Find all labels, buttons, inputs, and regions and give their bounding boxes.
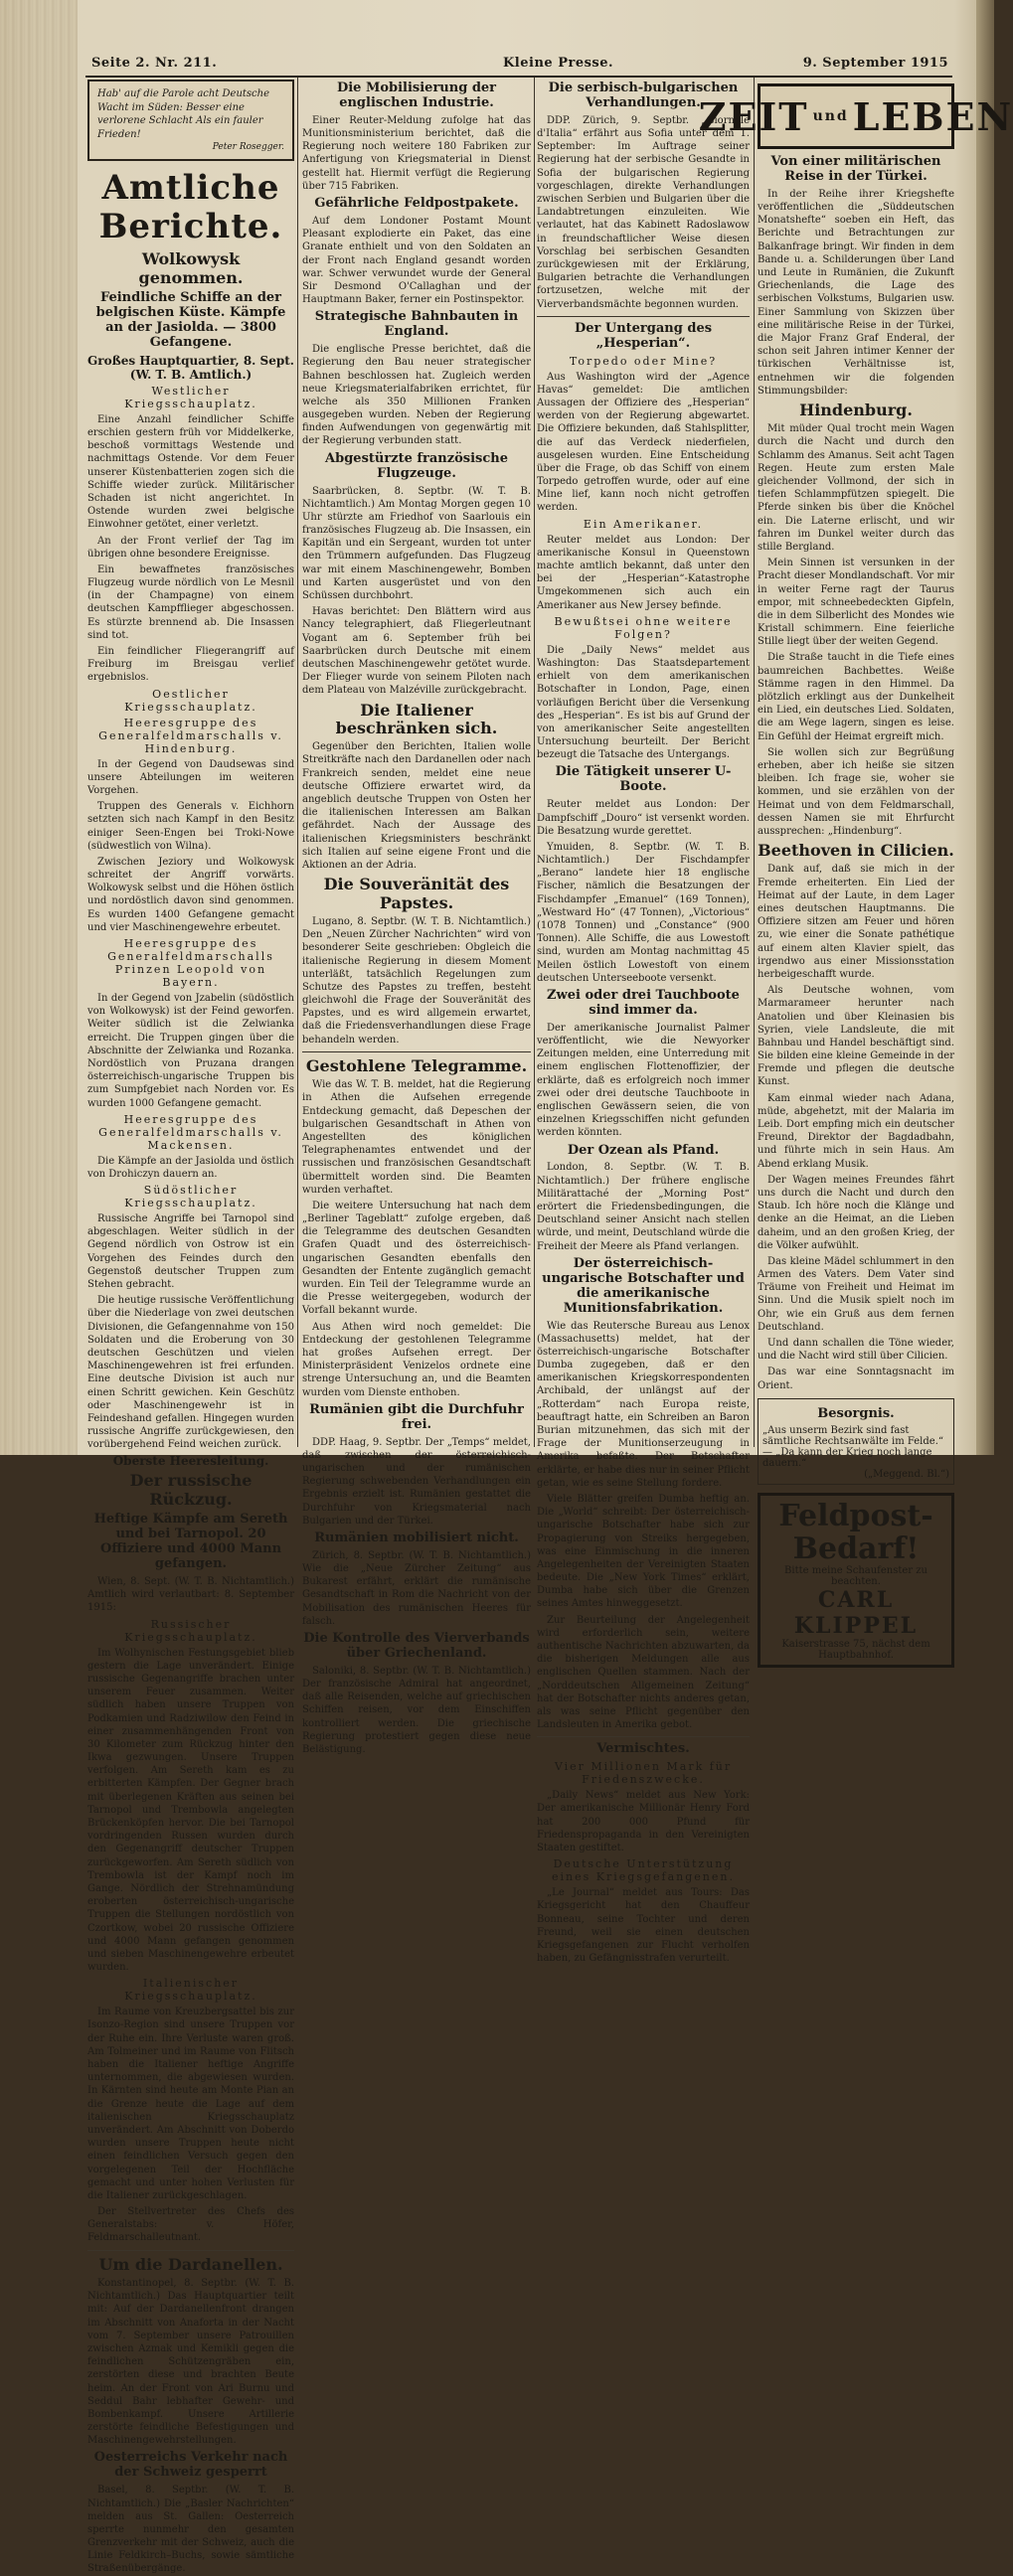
subhead: Deutsche Unterstützung eines Kriegsgefangenen.: [552, 1857, 735, 1884]
dateline: Großes Hauptquartier, 8. Sept. (W. T. B. Amtlich.): [87, 353, 294, 382]
divider: [537, 1736, 750, 1737]
article-paragraph: Eine Anzahl feindlicher Schiffe erschien gestern früh vor Middelkerke, beschoß vormittags Westende und nachmittags Ostende. Vor dem Feuer unserer Küstenbatterien zogen sich die Schiffe wieder zurück. Militärischer Schaden ist nicht angerichtet. In Ostende wurden zwei belgische Einwohner getötet, einer verletzt.: [87, 413, 294, 531]
motto-box: [87, 80, 294, 161]
advertisement: [758, 1493, 954, 1668]
headline: Gestohlene Telegramme.: [305, 1055, 528, 1075]
logo-word: LEBEN: [852, 93, 1013, 139]
dateline: Wien, 8. Sept. (W. T. B. Nichtamtlich.) Amtlich wird verlautbart: 8. September 1915:: [87, 1576, 294, 1614]
column-1: [87, 78, 294, 2575]
article-paragraph: DDP. Zürich, 9. Septbr. „Giornale d'Italia“ erfährt aus Sofia unter dem 1. September: Im Auftrage seiner Regierung hat der serbische Gesandte in Sofia der bulgarischen Regierung vorgeschlagen, direkte Verhandlungen zwischen Serbien und Bulgarien über die Landabtretungen einzuleiten. Wie verlautet, hat das Kabinett Radoslawow in freundschaftlicher Weise diesen Vorschlag bei serbischen Gesandten zurückgewiesen mit der Erklärung, Bulgarien betrachte die Verhandlungen fortzusetzen, welche mit der Vierverbandsmächte begonnen wurden.: [537, 114, 750, 310]
subhead: Heeresgruppe des Generalfeldmarschalls v. Mackensen.: [98, 1112, 283, 1152]
article-paragraph: Die englische Presse berichtet, daß die Regierung den Bau neuer strategischer Bahnen beschlossen hat. Zugleich werden neue Kriegsmaterialfabriken errichtet, für welche als 350 Millionen Franken ausgegeben wurden. Neben der Regierung finden Aufwendungen von gegenwärtig mit der Regierung verbunden statt.: [302, 344, 531, 447]
article-paragraph: Kam einmal wieder nach Adana, müde, abgehetzt, mit der Malaria im Leib. Dort empfing mich ein deutscher Freund, Direktor der Bagdadbahn, und führte mich in sein Haus. Am Abend erklang Musik.: [758, 1092, 954, 1170]
headline: Gefährliche Feldpostpakete.: [314, 196, 519, 211]
column-rule: [754, 78, 755, 1447]
issue-date: 9. September 1915: [802, 56, 948, 71]
headline: Die Mobilisierung der englischen Industrie.: [336, 80, 497, 110]
article-paragraph: Sie wollen sich zur Begrüßung erheben, aber ich heiße sie sitzen bleiben. Ich frage sie, woher sie kommen, und sie erzählen von der Heimat und von dem Feldmarschall, dessen Namen sie mit Ehrfurcht aussprechen: „Hindenburg“.: [758, 746, 954, 837]
article-paragraph: „Le Journal“ meldet aus Tours: Das Kriegsgericht hat den Chauffeur Bonneau, seine Tochter und deren Freund, weil sie einen deutschen Kriegsgefangenen zur Flucht verholfen haben, zu Gefängnisstrafen verurteilt.: [537, 1887, 750, 1965]
article-paragraph: Der amerikanische Journalist Palmer veröffentlicht, wie die Newyorker Zeitungen melden, eine Unterredung mit einem englischen Flottenoffizier, der erklärte, daß es erfolgreich noch immer zwei oder drei deutsche Tauchboote in englischen Gewässern seien, die von einzelnen Kriegsschiffen nicht gefunden werden könnten.: [537, 1022, 750, 1139]
page-number: Seite 2. Nr. 211.: [91, 56, 218, 71]
article-paragraph: Als Deutsche wohnen, vom Marmarameer herunter nach Anatolien und über Kleinasien bis Syrien, viele Landsleute, die mit Bahnbau und Handel beschäftigt sind. Sie bilden eine kleine Gemeinde in der Fremde und pflegen die deutsche Kunst.: [758, 985, 954, 1088]
article-paragraph: Reuter meldet aus London: Der Dampfschiff „Douro“ ist versenkt worden. Die Besatzung wurde gerettet.: [537, 799, 750, 837]
headline: Hindenburg.: [799, 400, 913, 419]
ad-note: Bitte meine Schaufenster zu beachten.: [784, 1564, 928, 1587]
article-paragraph: In der Gegend von Jzabelin (südöstlich von Wolkowysk) ist der Feind geworfen. Weiter südlich ist die Zelwianka erreicht. Die Truppen gingen über die Abschnitte der Zelwianka und Rozanka. Nordöstlich von Pruzana drangen österreichisch-ungarische Truppen bis zum Sumpfgebiet nach Norden vor. Es wurden 1000 Gefangene gemacht.: [87, 993, 294, 1109]
article-paragraph: Das kleine Mädel schlummert in den Armen des Vaters. Dem Vater sind Träume von Freiheit und Heimat im Sinn. Und die Musik spielt noch im Ohr, wie ein Gruß aus dem fernen Deutschland.: [758, 1255, 954, 1333]
article-paragraph: Aus Athen wird noch gemeldet: Die Entdeckung der gestohlenen Telegramme hat großes Aufsehen erregt. Der Ministerpräsident Venizelos ordnete eine strenge Untersuchung an, und die Beamten wurden vom Dienste enthoben.: [302, 1321, 531, 1398]
article-paragraph: Lugano, 8. Septbr. (W. T. B. Nichtamtlich.) Den „Neuen Zürcher Nachrichten“ wird von besonderer Seite geschrieben: Obgleich die italienische Regierung in diesem Moment unterläßt, tatsächlich Regelungen zum Schutze des Papstes zu treffen, besteht gleichwohl die Frage der Souveränität des Papstes, und es wird allgemein erwartet, daß die Friedensverhandlungen diese Frage behandeln werden.: [302, 915, 531, 1046]
article-paragraph: Ein feindlicher Fliegerangriff auf Freiburg im Breisgau verlief ergebnislos.: [87, 646, 294, 684]
article-paragraph: Russische Angriffe bei Tarnopol sind abgeschlagen. Weiter südlich in der Gegend nördlich von Ostrow ist ein Vorgehen des Feindes durch den Gegenstoß deutscher Truppen zum Stehen gebracht.: [87, 1213, 294, 1291]
subhead: Russischer Kriegsschauplatz.: [124, 1617, 257, 1644]
article-paragraph: Reuter meldet aus London: Der amerikanische Konsul in Queenstown machte amtlich bekannt, daß unter den bei der „Hesperian“-Katastrophe Umgekommenen sich auch ein Amerikaner aus New Jersey befinde.: [537, 534, 750, 611]
headline: Wolkowysk genommen.: [138, 249, 244, 287]
article-paragraph: In der Gegend von Daudsewas sind unsere Abteilungen im weiteren Vorgehen.: [87, 758, 294, 796]
ad-brand: CARL KLIPPEL: [793, 1586, 919, 1639]
subhead: Ein Amerikaner.: [583, 517, 704, 531]
page-header: [85, 54, 952, 78]
subhead: Bewußtsei ohne weitere Folgen?: [554, 614, 733, 641]
divider: [302, 1051, 531, 1052]
article-paragraph: Gegenüber den Berichten, Italien wolle Streitkräfte nach den Dardanellen oder nach Frankreich senden, meldet eine neue deutsche Offiziere erwartet wird, da angeblich deutsche Truppen von Osten her die italienischen Interessen am Balkan gefährdet. Nach der Aussage des italienischen Kriegsministers beschränkt sich Italien auf seine eigene Front und die Aktionen an der Adria.: [302, 741, 531, 871]
article-paragraph: Ein bewaffnetes französisches Flugzeug wurde nördlich von Le Mesnil (in der Champagne) von einem deutschen Kampfflieger abgeschossen. Es stürzte brennend ab. Die Insassen sind tot.: [87, 564, 294, 641]
signature: Der Stellvertreter des Chefs des Generalstabs: v. Höfer, Feldmarschalleutnant.: [87, 2206, 294, 2244]
page-binding-edge: [0, 0, 78, 1455]
headline: Die serbisch-bulgarischen Verhandlungen.: [548, 80, 739, 110]
headline: Die Tätigkeit unserer U-Boote.: [555, 764, 732, 795]
article-paragraph: Saarbrücken, 8. Septbr. (W. T. B. Nichtamtlich.) Am Montag Morgen gegen 10 Uhr stürzte am Friedhof von Saarlouis ein französisches Flugzeug ab. Die Insassen, ein Kapitän und ein Sergeant, wurden tot unter den Trümmern aufgefunden. Das Flugzeug war mit einem Maschinengewehr, Bomben und Karten ausgerüstet und von den Schüssen durchbohrt.: [302, 485, 531, 601]
article-paragraph: Auf dem Londoner Postamt Mount Pleasant explodierte ein Paket, das eine Granate enthielt und von den Soldaten an der Front nach England gesandt worden war. Schwer verwundet wurde der General Sir Desmond O'Callaghan und der Hauptmann Baker, ferner ein Postinspektor.: [302, 215, 531, 306]
article-paragraph: Die Kämpfe an der Jasiolda und östlich von Drohiczyn dauern an.: [87, 1155, 294, 1180]
headline: Der österreichisch-ungarische Botschafter und die amerikanische Munitionsfabrikation.: [542, 1255, 745, 1316]
article-paragraph: Aus Washington wird der „Agence Havas“ gemeldet: Die amtlichen Aussagen der Offiziere des „Hesperian“ werden von der Regierung abgewartet. Die Offiziere bekunden, daß Stahlsplitter, die auf das Verdeck niederfielen, ausgelesen wurden. Eine Entscheidung über die Frage, ob das Schiff von einem Torpedo getroffen wurde, oder auf eine Mine lief, kann noch nicht getroffen werden.: [537, 371, 750, 514]
article-paragraph: Die Straße taucht in die Tiefe eines baumreichen Bachbettes. Weiße Stämme ragen in den Himmel. Da plötzlich erklingt aus der Dunkelheit ein Lied, ein deutsches Lied. Soldaten, die am Wege lagern, singen es leise. Ein Gefühl der Heimat ergreift mich.: [758, 652, 954, 742]
subhead: Südöstlicher Kriegsschauplatz.: [124, 1184, 257, 1210]
page-right-edge: [976, 0, 994, 1455]
headline: Abgestürzte französische Flugzeuge.: [325, 450, 508, 481]
section-title-official-reports: Amtliche Berichte.: [98, 168, 283, 247]
headline: Der russische Rückzug.: [129, 1471, 253, 1509]
joke-title: Besorgnis.: [817, 1405, 895, 1421]
headline: Zwei oder drei Tauchboote sind immer da.: [547, 987, 740, 1018]
subhead: Oestlicher Kriegsschauplatz.: [124, 687, 257, 714]
ad-headline: Feldpost-Bedarf!: [778, 1498, 933, 1566]
column-2: [302, 78, 531, 1755]
headline: Der Untergang des „Hesperian“.: [574, 320, 713, 351]
article-paragraph: An der Front verlief der Tag im übrigen ohne besondere Ereignisse.: [87, 535, 294, 560]
article-paragraph: Die „Daily News“ meldet aus Washington: Das Staatsdepartement erhielt von dem amerikanischen Botschafter in London, Page, einen vorläufigen Bericht über die Versenkung des „Hesperian“. Es ist bis auf Grund der von amerikanischer Seite angestellten Untersuchung beurteilt. Der Bericht bezeugt die Tatsache des Untergangs.: [537, 644, 750, 761]
article-paragraph: Zwischen Jeziory und Wolkowysk schreitet der Angriff vorwärts. Wolkowysk selbst und die Höhen östlich und nordöstlich davon sind genommen. Es wurden 1400 Gefangene gemacht und vier Maschinengewehre erbeutet.: [87, 856, 294, 933]
subhead: Heeresgruppe des Generalfeldmarschalls v. Hindenburg.: [98, 716, 283, 755]
joke-text: „Aus unserm Bezirk sind fast sämtliche Rechtsanwälte im Felde.“ — „Da kann der Krieg noch lange dauern.“: [762, 1424, 943, 1469]
subhead: Westlicher Kriegsschauplatz.: [124, 384, 257, 410]
subhead: Vier Millionen Mark für Friedenszwecke.: [554, 1760, 733, 1787]
article-paragraph: Mit müder Qual trocht mein Wagen durch die Nacht und durch den Schlamm des Amanus. Seit acht Tagen Regen. Heute zum ersten Male gleichender Vollmond, der sich in tiefen Schlammpfützen spiegelt. Die Pferde sinken bis über die Knöchel ein. Die Laterne erlischt, und wir fahren im Dunkel weiter durch das stille Bergland.: [758, 423, 954, 553]
article-paragraph: Truppen des Generals v. Eichhorn setzten sich nach Kampf in den Besitz einiger Seen-Engen bei Troki-Nowe (südwestlich von Wilna).: [87, 801, 294, 852]
headline: Rumänien mobilisiert nicht.: [314, 1530, 519, 1545]
article-paragraph: Viele Blätter greifen Dumba heftig an. Die „World“ schreibt: Der österreichisch-ungarische Botschafter habe sich zur Propagierung von Streiks hergegeben, was eine Einmischung in die inneren Angelegenheiten der Vereinigten Staaten bedeute. Die „New York Times“ erklärt, Dumba habe sich über die Grenzen seines Amtes hinweggesetzt.: [537, 1493, 750, 1610]
column-rule: [534, 78, 535, 1447]
joke-source: („Meggend. Bl.“): [864, 1468, 949, 1480]
article-paragraph: Basel, 8. Septbr. (W. T. B. Nichtamtlich.) Die „Basler Nachrichten“ melden aus St. Gallen: Oesterreich sperrte nunmehr den gesamten Grenzverkehr mit der Schweiz, auch die Linie Feldkirch–Buchs, sowie sämtliche Straßenübergänge.: [87, 2485, 294, 2575]
ad-address: Kaiserstrasse 75, nächst dem Hauptbahnhof.: [781, 1638, 930, 1661]
column-4: [698, 78, 1013, 1661]
headline: Heftige Kämpfe am Sereth und bei Tarnopol. 20 Offiziere und 4000 Mann gefangen.: [93, 1512, 288, 1572]
motto-text: Hab' auf die Parole acht Deutsche Wacht im Süden: Besser eine verlorene Schlacht Als ein fauler Frieden!: [97, 88, 270, 140]
headline: Rumänien gibt die Durchfuhr frei.: [309, 1401, 524, 1432]
article-paragraph: Zur Beurteilung der Angelegenheit wird erforderlich sein, weitere authentische Nachrichten abzuwarten, da die bisherigen Meldungen alle aus englischen Quellen stammen. Nach der „Norddeutschen Allgemeinen Zeitung“ hat der Botschafter nichts anderes getan, als was seine Pflicht gegenüber den Landsleuten in Amerika gebot.: [537, 1614, 750, 1731]
subhead: Italienischer Kriegsschauplatz.: [124, 1977, 257, 2004]
article-paragraph: „Daily News“ meldet aus New York: Der amerikanische Millionär Henry Ford hat 200 000 Pfund für Friedenspropaganda in den Vereinigten Staaten gestiftet.: [537, 1790, 750, 1853]
subhead: Torpedo oder Mine?: [569, 354, 718, 368]
article-paragraph: Und dann schallen die Töne wieder, und die Nacht wird still über Cilicien.: [758, 1338, 954, 1363]
logo-word: und: [812, 108, 849, 124]
newspaper-name: Kleine Presse.: [503, 56, 614, 71]
column-rule: [297, 78, 298, 1447]
headline: Die Italiener beschränken sich.: [335, 700, 498, 737]
article-paragraph: Ymuiden, 8. Septbr. (W. T. B. Nichtamtlich.) Der Fischdampfer „Berano“ landete hier 18 englische Fischer, nämlich die Besatzungen der Fischdampfer „Emanuel“ (169 Tonnen), „Westward Ho“ (47 Tonnen), „Victorious“ (1078 Tonnen) und „Constance“ (900 Tonnen). Alle Schiffe, die aus Lowestoft sind, wurden am Montag nachmittag 45 Meilen östlich Lowestoft von einem deutschen Unterseeboote versenkt.: [537, 841, 750, 984]
article-paragraph: Havas berichtet: Den Blättern wird aus Nancy telegraphiert, daß Fliegerleutnant Vogant am 6. September früh bei Saarbrücken durch Deutsche mit einem deutschen Maschinengewehr getötet wurde. Der Flieger wurde von seinem Piloten nach dem Plateau von Malzéville zurückgebracht.: [302, 606, 531, 697]
article-paragraph: Einer Reuter-Meldung zufolge hat das Munitionsministerium berichtet, daß die Regierung noch weitere 180 Fabriken zur Anfertigung von Kriegsmaterial in Dienst gestellt hat. Hiermit verfügt die Regierung über 715 Fabriken.: [302, 114, 531, 192]
headline: Um die Dardanellen.: [98, 2254, 283, 2274]
headline: Strategische Bahnbauten in England.: [314, 309, 519, 340]
motto-author: Peter Rosegger.: [212, 142, 284, 152]
article-paragraph: Die heutige russische Veröffentlichung über die Niederlage von zwei deutschen Divisionen, die Gefangennahme von 150 Soldaten und die Eroberung von 30 deutschen Geschützen und vielen Maschinengewehren ist frei erfunden. Eine deutsche Division ist auch nur einen Schritt gewichen. Kein Geschütz oder Maschinengewehr ist in Feindeshand gefallen. Hingegen wurden russische Angriffe zurückgewiesen, den vorübergehend Feind weichen zurück.: [87, 1295, 294, 1451]
article-paragraph: Wie das W. T. B. meldet, hat die Regierung in Athen die Aufsehen erregende Entdeckung gemacht, daß Depeschen der bulgarischen Gesandtschaft in Athen von Angestellten des königlichen Telegraphenamtes entwendet und der russischen und französischen Gesandtschaft übermittelt worden sind. Die Beamten wurden verhaftet.: [302, 1079, 531, 1196]
subhead: Heeresgruppe des Generalfeldmarschalls Prinzen Leopold von Bayern.: [107, 937, 274, 990]
headline: Oesterreichs Verkehr nach der Schweiz gesperrt: [93, 2450, 288, 2481]
feuilleton-title: Von einer militärischen Reise in der Türkei.: [770, 154, 941, 184]
headline: Die Kontrolle des Vierverbands über Griechenland.: [303, 1630, 530, 1661]
article-paragraph: Saloniki, 8. Septbr. (W. T. B. Nichtamtlich.) Der französische Admiral hat angeordnet, daß alle Reisenden, welche auf griechischen Schiffen reisen, vor dem Einschiffen kontrolliert werden. Die griechische Regierung protestiert gegen diese neue Belästigung.: [302, 1665, 531, 1755]
headline: Die Souveränität des Papstes.: [323, 875, 510, 912]
article-paragraph: Die weitere Untersuchung hat nach dem „Berliner Tageblatt“ zufolge ergeben, daß die Telegramme des deutschen Gesandten Grafen Quadt und des österreichisch-ungarischen Gesandten ebenfalls den Gesandten der Entente zugänglich gemacht wurden. Ein Teil der Telegramme wurde an die Presse weitergegeben, wodurch der Vorfall bekannt wurde.: [302, 1200, 531, 1317]
joke-box: [758, 1398, 954, 1485]
divider: [87, 2250, 294, 2251]
article-paragraph: Im Wolhynischen Festungsgebiet blieb gestern die Lage unverändert. Einige russische Gegenangriffe brachen unter unserem Feuer zusammen. Weiter südlich haben unsere Truppen von Podkamien und Radziwilow den Feind in einer zusammenhängenden Front von 30 Kilometer zum Rückzug hinter den Ikwa gezwungen. Unsere Truppen verfolgen. Am Sereth kam es zu erbitterten Kämpfen. Der Gegner brach mit überlegenen Kräften aus seinen bei Tarnopol und Trembowla angelegten Brückenköpfen hervor. Die bei Tarnopol vordringenden Russen wurden durch den Gegenangriff deutscher Truppen zurückgeworfen. Am Sereth südlich von Trembowla ist der Kampf noch im Gange. Nördlich der Strehnamündung eroberten österreichisch-ungarische Truppen die Stellungen nordöstlich von Czortkow, wobei 20 russische Offiziere und 4000 Mann gefangen genommen und sieben Maschinengewehre erbeutet wurden.: [87, 1647, 294, 1974]
article-paragraph: Das war eine Sonntagsnacht im Orient.: [758, 1367, 954, 1391]
logo-word: ZEIT: [698, 93, 809, 139]
headline: Feindliche Schiffe an der belgischen Küste. Kämpfe an der Jasiolda. — 3800 Gefangene.: [95, 290, 286, 350]
article-paragraph: Wie das Reutersche Bureau aus Lenox (Massachusetts) meldet, hat der österreichisch-ungarische Botschafter Dumba zugegeben, daß er den amerikanischen Kriegskorrespondenten Archibald, der unlängst auf der „Rotterdam“ nach Europa reiste, beauftragt hatte, ein Schreiben an Baron Burian mitzunehmen, das sich mit der Frage der Munitionserzeugung in Amerika befaßte. Der Botschafter erklärte, er habe dies nur in seiner Pflicht getan, wie es seine Stellung fordere.: [537, 1320, 750, 1489]
headline: Der Ozean als Pfand.: [567, 1142, 720, 1158]
headline: Beethoven in Cilicien.: [758, 841, 954, 861]
signature: Oberste Heeresleitung.: [112, 1454, 269, 1469]
article-paragraph: London, 8. Septbr. (W. T. B. Nichtamtlich.) Der frühere englische Militärattaché der „Morning Post“ erörtert die Friedensbedingungen, die Deutschland seiner Ansicht nach stellen würde, und meint, Deutschland würde die Freiheit der Meere als Pfand verlangen.: [537, 1162, 750, 1252]
divider: [537, 316, 750, 317]
article-paragraph: Mein Sinnen ist versunken in der Pracht dieser Mondlandschaft. Vor mir in weiter Ferne ragt der Taurus empor, mit schneebedeckten Gipfeln, die in dem Silberlicht des Mondes wie Kristall schimmern. Eine feierliche Stille liegt über der weiten Gegend.: [758, 558, 954, 648]
column-3: [537, 78, 750, 1965]
article-paragraph: Im Raume von Kreuzbergsattel bis zur Isonzo-Region sind unsere Truppen vor der Ruhe ein. Ihre Verluste waren groß. Am Tolmeiner und im Raume von Flitsch haben die Italiener heftige Angriffe unternommen, die abgewiesen wurden. In Kärnten sind heute am Monte Pian an die Grenze heute die Lage auf dem italienischen Kriegsschauplatz unverändert. Am Abschnitt von Doberdo wurden unsere Truppen heute nicht einen feindlichen Versuch gegen den vorgelegenen Teil der Hochfläche gemacht und unter hohen Verlusten für die Italiener zurückgeschlagen.: [87, 2007, 294, 2201]
article-paragraph: DDP. Haag, 9. Septbr. Der „Temps“ meldet, daß zwischen der österreichisch-ungarischen und der rumänischen Regierung schwebenden Verhandlungen ein Ergebnis erzielt ist. Rumänien gestattet die Durchfuhr von Kriegsmaterial nach Bulgarien und der Türkei.: [302, 1436, 531, 1527]
zeit-und-leben-logo: [698, 83, 1013, 149]
article-paragraph: Dank auf, daß sie mich in der Fremde erheiterten. Ein Lied der Heimat auf der Laute, in dem Lager eines deutschen Hauptmanns. Die Offiziere sitzen am Feuer und hören zu, wie einer die Sonate pathétique auf einem alten Klavier spielt, das irgendwo aus einer Missionsstation herbeigeschafft wurde.: [758, 864, 954, 980]
article-paragraph: Der Wagen meines Freundes fährt uns durch die Nacht und durch den Staub. Ich höre noch die Klänge und denke an die Heimat, an die Lieben daheim, und an den großen Krieg, der die Völker aufwühlt.: [758, 1174, 954, 1251]
article-paragraph: Konstantinopel, 8. Septbr. (W. T. B. Nichtamtlich.) Das Hauptquartier teilt mit: Auf der Dardanellenfront drangen im Abschnitt von Anaforta in der Nacht vom 7. September unsere Patrouillen zwischen Azmak und Kemikli gegen die feindlichen Schützengräben ein, zerstörten diese und brachten Beute heim. An der Front von Ari Burnu und Seddul Bahr lebhafter Gewehr- und Bombenkampf. Unsere Artillerie zerstörte feindliche Befestigungen und Maschinengewehrstellungen.: [87, 2278, 294, 2447]
article-paragraph: In der Reihe ihrer Kriegshefte veröffentlichen die „Süddeutschen Monatshefte“ soeben ein Heft, das Berichte und Betrachtungen zur Balkanfrage bringt. Wir finden in dem Bande u. a. Schilderungen über Land und Leute in Rumänien, die Zukunft Griechenlands, die Lage des serbischen Volkstums, Bulgarien usw. Einer Sammlung von Skizzen über eine militärische Reise in der Türkei, die Major Franz Graf Enderal, der schon seit Jahren intimer Kenner der türkischen Verhältnisse ist, entnehmen wir die folgenden Stimmungsbilder:: [758, 188, 954, 397]
headline: Vermischtes.: [596, 1741, 690, 1757]
article-paragraph: Zürich, 8. Septbr. (W. T. B. Nichtamtlich.) Wie die „Neue Zürcher Zeitung“ aus Bukarest erfährt, erklärt die rumänische Gesandtschaft in Rom die Nachricht von der Mobilisation des rumänischen Heeres für falsch.: [302, 1549, 531, 1627]
